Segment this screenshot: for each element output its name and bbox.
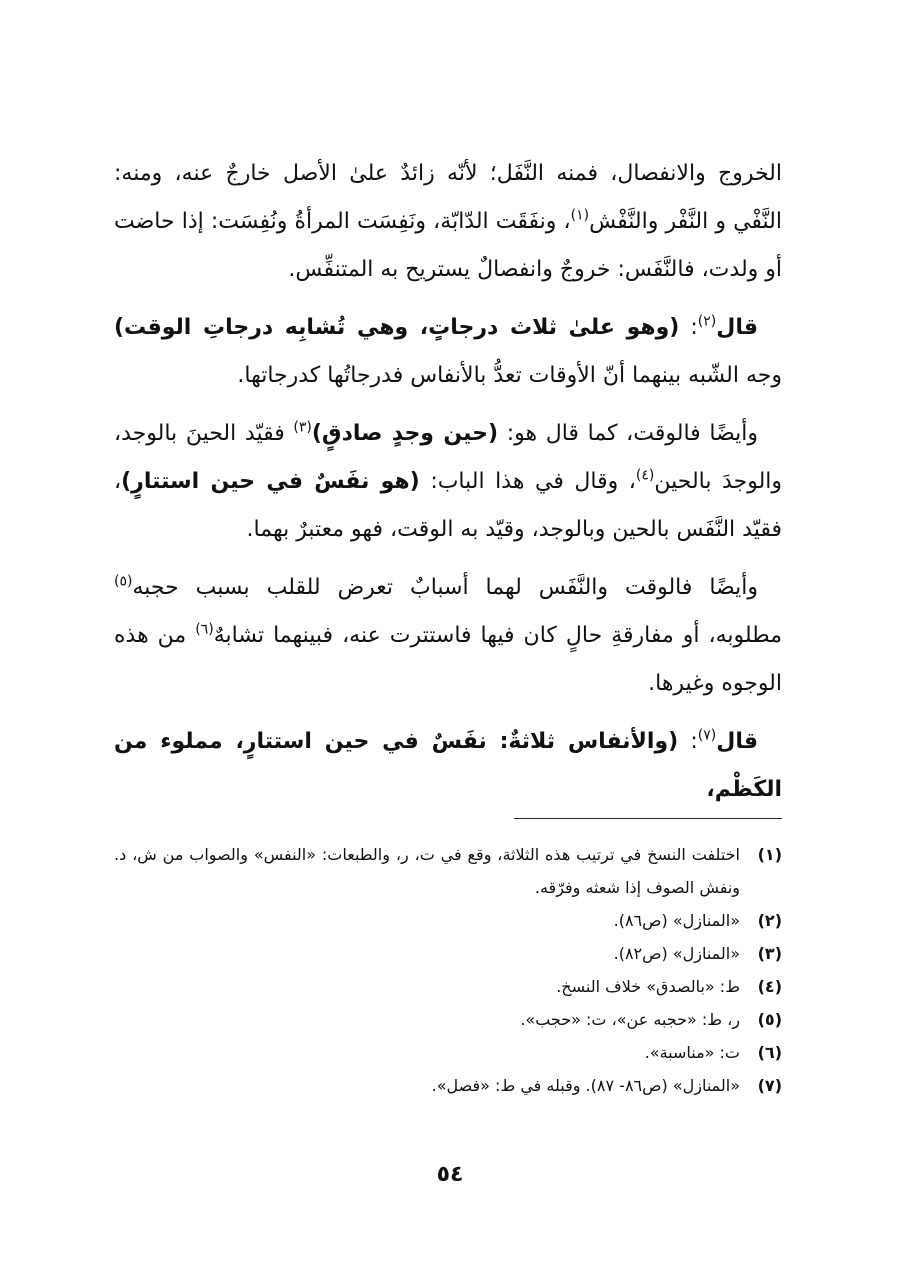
- footnote-reference: (١): [570, 207, 590, 224]
- main-text: [114, 150, 782, 824]
- body-text: وجه الشّبه بينهما أنّ الأوقات تعدُّ بالأنفاس فدرجاتُها كدرجاتها.: [237, 363, 782, 388]
- footnote-reference: (٢): [697, 313, 717, 330]
- body-text: ، ونفَقَت الدّابّة، ونَفِسَت المرأةُ ونُفِسَت: إذا حاضت أو ولدت، فالنَّفَس: خروجٌ وانفصالٌ يستريح به المتنفِّس.: [114, 209, 782, 282]
- footnote-reference: (٦): [195, 621, 214, 638]
- footnote-reference: (٥): [114, 573, 133, 590]
- footnote-number: (٧): [757, 1076, 782, 1095]
- paragraph: [114, 150, 782, 294]
- footnote: [114, 970, 782, 1003]
- quoted-text: (هو نفَسٌ في حين استتارٍ): [121, 469, 420, 494]
- paragraph: [114, 304, 782, 400]
- footnote-text: اختلفت النسخ في ترتيب هذه الثلاثة، وقع في ت، ر، والطبعات: «النفس» والصواب من ش، د. ونفش الصوف إذا شعثه وفرّقه.: [114, 845, 740, 897]
- quoted-text: (والأنفاس ثلاثةٌ: نفَسٌ في حين استتارٍ، مملوء من الكَظْم،: [114, 729, 782, 802]
- footnote-reference: (٤): [635, 467, 655, 484]
- body-text: ، فقيّد النَّفَس بالحين وبالوجد، وقيّد به الوقت، فهو معتبرٌ بهما.: [114, 469, 782, 542]
- paragraph: [114, 718, 782, 814]
- quoted-text: (وهو علىٰ ثلاث درجاتٍ، وهي تُشابِه درجاتِ الوقت): [114, 315, 680, 340]
- paragraph: [114, 410, 782, 554]
- body-text: ، وقال في هذا الباب:: [419, 469, 636, 494]
- footnote: [114, 1069, 782, 1102]
- body-text: الخروج والانفصال، فمنه النَّفَل؛ لأنّه زائدٌ علىٰ الأصل خارجٌ عنه، ومنه: النَّفْي و النَّفْر والنَّفْش: [114, 161, 782, 234]
- body-text: :: [678, 729, 698, 754]
- footnote-number: (٥): [757, 1010, 782, 1029]
- footnote: [114, 904, 782, 937]
- footnote-number: (٦): [757, 1043, 782, 1062]
- footnote-text: ط: «بالصدق» خلاف النسخ.: [556, 977, 740, 996]
- footnote-number: (١): [757, 845, 782, 864]
- footnote-text: «المنازل» (ص٨٦- ٨٧). وقبله في ط: «فصل».: [431, 1076, 740, 1095]
- footnote-text: ر، ط: «حجبه عن»، ت: «حجب».: [520, 1010, 740, 1029]
- footnote-reference: (٧): [697, 727, 717, 744]
- footnote-text: «المنازل» (ص٨٦).: [613, 911, 740, 930]
- footnotes: [114, 838, 782, 1102]
- body-text: وأيضًا فالوقت، كما قال هو:: [498, 421, 759, 446]
- footnote-number: (٢): [757, 911, 782, 930]
- quoted-text: قال: [716, 315, 758, 340]
- footnote-number: (٣): [757, 944, 782, 963]
- footnote-number: (٤): [757, 977, 782, 996]
- footnote: [114, 937, 782, 970]
- body-text: وأيضًا فالوقت والنَّفَس لهما أسبابٌ تعرض للقلب بسبب حجبه: [132, 575, 758, 600]
- body-text: :: [679, 315, 698, 340]
- footnote: [114, 1036, 782, 1069]
- paragraph: [114, 564, 782, 708]
- footnote: [114, 838, 782, 904]
- quoted-text: (حين وجدٍ صادقٍ): [311, 421, 499, 446]
- body-text: فقيّد الحينَ بالوجد، والوجدَ بالحين: [114, 421, 783, 494]
- page-number: ٥٤: [436, 1162, 464, 1187]
- footnote: [114, 1003, 782, 1036]
- footnote-text: «المنازل» (ص٨٢).: [613, 944, 740, 963]
- footnote-reference: (٣): [293, 419, 312, 436]
- footnote-text: ت: «مناسبة».: [644, 1043, 740, 1062]
- quoted-text: قال: [716, 729, 758, 754]
- footnote-divider: [514, 818, 782, 819]
- body-text: من هذه الوجوه وغيرها.: [114, 623, 782, 696]
- body-text: مطلوبه، أو مفارقةِ حالٍ كان فيها فاستترت عنه، فبينهما تشابهٌ: [213, 623, 782, 648]
